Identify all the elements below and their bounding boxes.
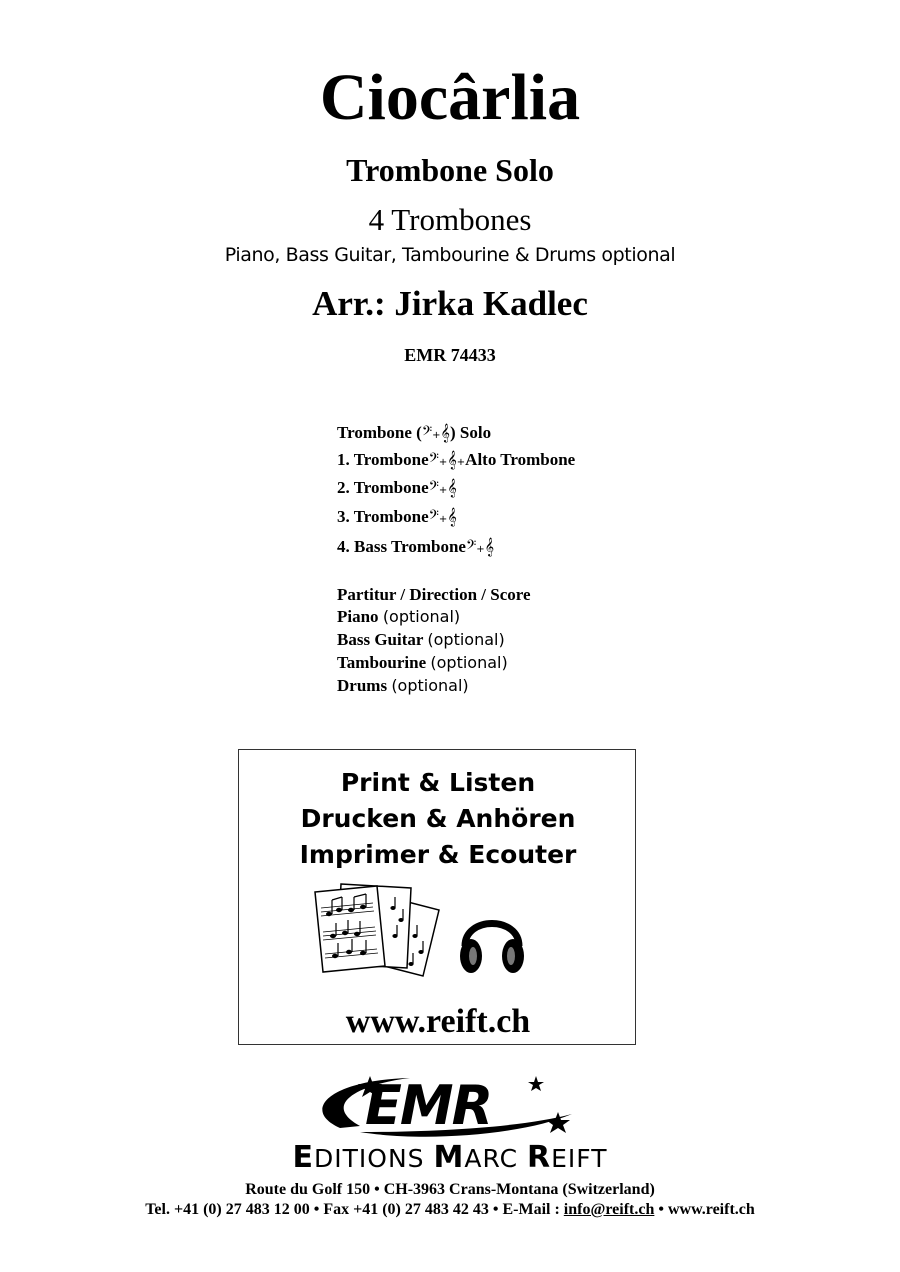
bass-clef-icon: 𝄢 bbox=[465, 537, 477, 556]
treble-clef-icon: 𝄞 bbox=[447, 450, 457, 469]
treble-clef-icon: 𝄞 bbox=[440, 423, 450, 442]
bass-clef-icon: 𝄢 bbox=[428, 478, 439, 497]
part-trombone-solo: Trombone (𝄢+𝄞) Solo bbox=[337, 423, 492, 442]
part-trombone-1: 1. Trombone𝄢+𝄞+Alto Trombone bbox=[337, 450, 576, 469]
extra-piano: Piano (optional) bbox=[337, 607, 461, 626]
promo-line-german: Drucken & Anhören bbox=[300, 804, 576, 833]
bass-clef-icon: 𝄢 bbox=[421, 423, 433, 442]
publisher-address: Route du Golf 150 • CH-3963 Crans-Montana (Switzerland) bbox=[245, 1181, 655, 1198]
optional-instruments-line: Piano, Bass Guitar, Tambourine & Drums optional bbox=[224, 244, 676, 266]
publisher-name: EDITIONS MARC REIFT bbox=[292, 1140, 608, 1175]
bass-clef-icon: 𝄢 bbox=[428, 507, 439, 526]
piece-subtitle: Trombone Solo bbox=[346, 152, 554, 188]
extra-bass-guitar: Bass Guitar (optional) bbox=[337, 630, 505, 649]
treble-clef-icon: 𝄞 bbox=[484, 537, 495, 556]
headphones-icon bbox=[457, 902, 527, 978]
extra-drums: Drums (optional) bbox=[337, 676, 469, 695]
publisher-contact: Tel. +41 (0) 27 483 12 00 • Fax +41 (0) 27 483 42 43 • E-Mail : info@reift.ch • www.reift.ch bbox=[145, 1201, 755, 1218]
sheet-music-icon bbox=[311, 880, 441, 980]
part-bass-trombone-4: 4. Bass Trombone𝄢+𝄞 bbox=[337, 537, 495, 556]
promo-line-english: Print & Listen bbox=[340, 768, 536, 797]
catalog-number: EMR 74433 bbox=[404, 345, 496, 365]
part-trombone-3: 3. Trombone𝄢+𝄞 bbox=[337, 507, 457, 526]
email-link[interactable]: info@reift.ch bbox=[563, 1201, 655, 1218]
arranger-line: Arr.: Jirka Kadlec bbox=[312, 284, 588, 323]
emr-logo-text: EMR bbox=[365, 1074, 492, 1137]
ensemble-line: 4 Trombones bbox=[368, 202, 532, 237]
promo-line-french: Imprimer & Ecouter bbox=[299, 840, 577, 869]
part-trombone-2: 2. Trombone𝄢+𝄞 bbox=[337, 478, 457, 497]
print-listen-box bbox=[238, 749, 636, 1045]
extra-score: Partitur / Direction / Score bbox=[337, 585, 531, 604]
bass-clef-icon: 𝄢 bbox=[428, 450, 439, 469]
treble-clef-icon: 𝄞 bbox=[447, 478, 457, 497]
promo-website[interactable]: www.reift.ch bbox=[345, 1003, 531, 1040]
piece-title: Ciocârlia bbox=[319, 61, 581, 134]
extra-tambourine: Tambourine (optional) bbox=[337, 653, 508, 672]
treble-clef-icon: 𝄞 bbox=[447, 507, 457, 526]
